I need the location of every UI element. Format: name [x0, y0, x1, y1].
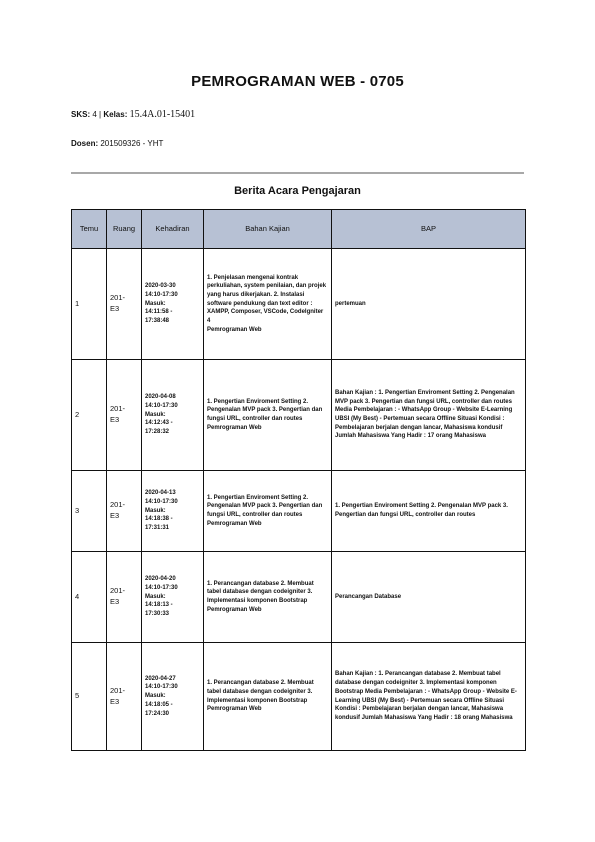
header-temu: Temu — [72, 210, 107, 249]
cell-temu: 2 — [72, 360, 107, 471]
header-bahan-kajian: Bahan Kajian — [204, 210, 332, 249]
cell-bahan-kajian: 1. Penjelasan mengenai kontrak perkuliahan, system penilaian, dan projek yang harus dikerjakan. 2. Instalasi software pendukung dan text editor : XAMPP, Composer, VSCode, Codelgniter 4 Pemrograman Web — [204, 249, 332, 360]
meta-separator: | — [99, 110, 102, 119]
header-ruang: Ruang — [107, 210, 142, 249]
cell-bap: Bahan Kajian : 1. Perancangan database 2. Membuat tabel database dengan codeigniter 3. Implementasi komponen Bootstrap Media Pembelajaran : - WhatsApp Group - Website E-Learning UBSI (My Best) - Pertemuan secara Offline Situasi Kondisi : Pembelajaran berjalan dengan lancar, Mahasiswa kondusif Jumlah Mahasiswa Yang Hadir : 18 orang Mahasiswa — [332, 643, 526, 751]
cell-temu: 3 — [72, 471, 107, 552]
page-title: PEMROGRAMAN WEB - 0705 — [191, 73, 404, 90]
cell-temu: 5 — [72, 643, 107, 751]
cell-ruang: 201- E3 — [107, 360, 142, 471]
header-kehadiran: Kehadiran — [142, 210, 204, 249]
section-title: Berita Acara Pengajaran — [234, 185, 361, 197]
cell-kehadiran: 2020-04-08 14:10-17:30 Masuk: 14:12:43 - 17:28:32 — [142, 360, 204, 471]
table-row — [72, 249, 526, 360]
cell-kehadiran: 2020-03-30 14:10-17:30 Masuk: 14:11:58 - 17:38:48 — [142, 249, 204, 360]
table-row — [72, 552, 526, 643]
cell-ruang: 201- E3 — [107, 552, 142, 643]
cell-ruang: 201- E3 — [107, 249, 142, 360]
sks-label: SKS: — [71, 110, 91, 119]
teaching-report-table — [71, 209, 526, 751]
cell-bap: Bahan Kajian : 1. Pengertian Enviroment Setting 2. Pengenalan MVP pack 3. Pengertian dan fungsi URL, controller dan routes Media Pembelajaran : - WhatsApp Group - Website E-Learning UBSI (My Best) - Pertemuan secara Offline Situasi Kondisi : Pembelajaran berjalan dengan lancar, Mahasiswa kondusif Jumlah Mahasiswa Yang Hadir : 17 orang Mahasiswa — [332, 360, 526, 471]
cell-bap: 1. Pengertian Enviroment Setting 2. Pengenalan MVP pack 3. Pengertian dan fungsi URL, controller dan routes — [332, 471, 526, 552]
course-meta-line — [71, 109, 195, 120]
cell-bahan-kajian: 1. Pengertian Enviroment Setting 2. Pengenalan MVP pack 3. Pengertian dan fungsi URL, controller dan routes Pemrograman Web — [204, 471, 332, 552]
cell-bap: Perancangan Database — [332, 552, 526, 643]
table-row — [72, 643, 526, 751]
cell-bahan-kajian: 1. Perancangan database 2. Membuat tabel database dengan codeigniter 3. Implementasi komponen Bootstrap Pemrograman Web — [204, 552, 332, 643]
cell-kehadiran: 2020-04-13 14:10-17:30 Masuk: 14:18:38 - 17:31:31 — [142, 471, 204, 552]
cell-kehadiran: 2020-04-20 14:10-17:30 Masuk: 14:18:13 - 17:30:33 — [142, 552, 204, 643]
cell-ruang: 201- E3 — [107, 471, 142, 552]
cell-temu: 1 — [72, 249, 107, 360]
cell-bap: pertemuan — [332, 249, 526, 360]
cell-kehadiran: 2020-04-27 14:10-17:30 Masuk: 14:18:05 - 17:24:30 — [142, 643, 204, 751]
table-row — [72, 471, 526, 552]
cell-temu: 4 — [72, 552, 107, 643]
kelas-label: Kelas: — [103, 110, 128, 119]
cell-bahan-kajian: 1. Pengertian Enviroment Setting 2. Pengenalan MVP pack 3. Pengertian dan fungsi URL, controller dan routes Pemrograman Web — [204, 360, 332, 471]
table-row — [72, 360, 526, 471]
section-divider — [71, 172, 524, 174]
kelas-value: 15.4A.01-15401 — [129, 109, 196, 120]
cell-bahan-kajian: 1. Perancangan database 2. Membuat tabel database dengan codeigniter 3. Implementasi komponen Bootstrap Pemrograman Web — [204, 643, 332, 751]
lecturer-line — [71, 139, 163, 148]
dosen-value: 201509326 - YHT — [100, 139, 164, 148]
header-bap: BAP — [332, 210, 526, 249]
cell-ruang: 201- E3 — [107, 643, 142, 751]
dosen-label: Dosen: — [71, 139, 99, 148]
sks-value: 4 — [92, 110, 97, 119]
table-header-row — [72, 210, 526, 249]
